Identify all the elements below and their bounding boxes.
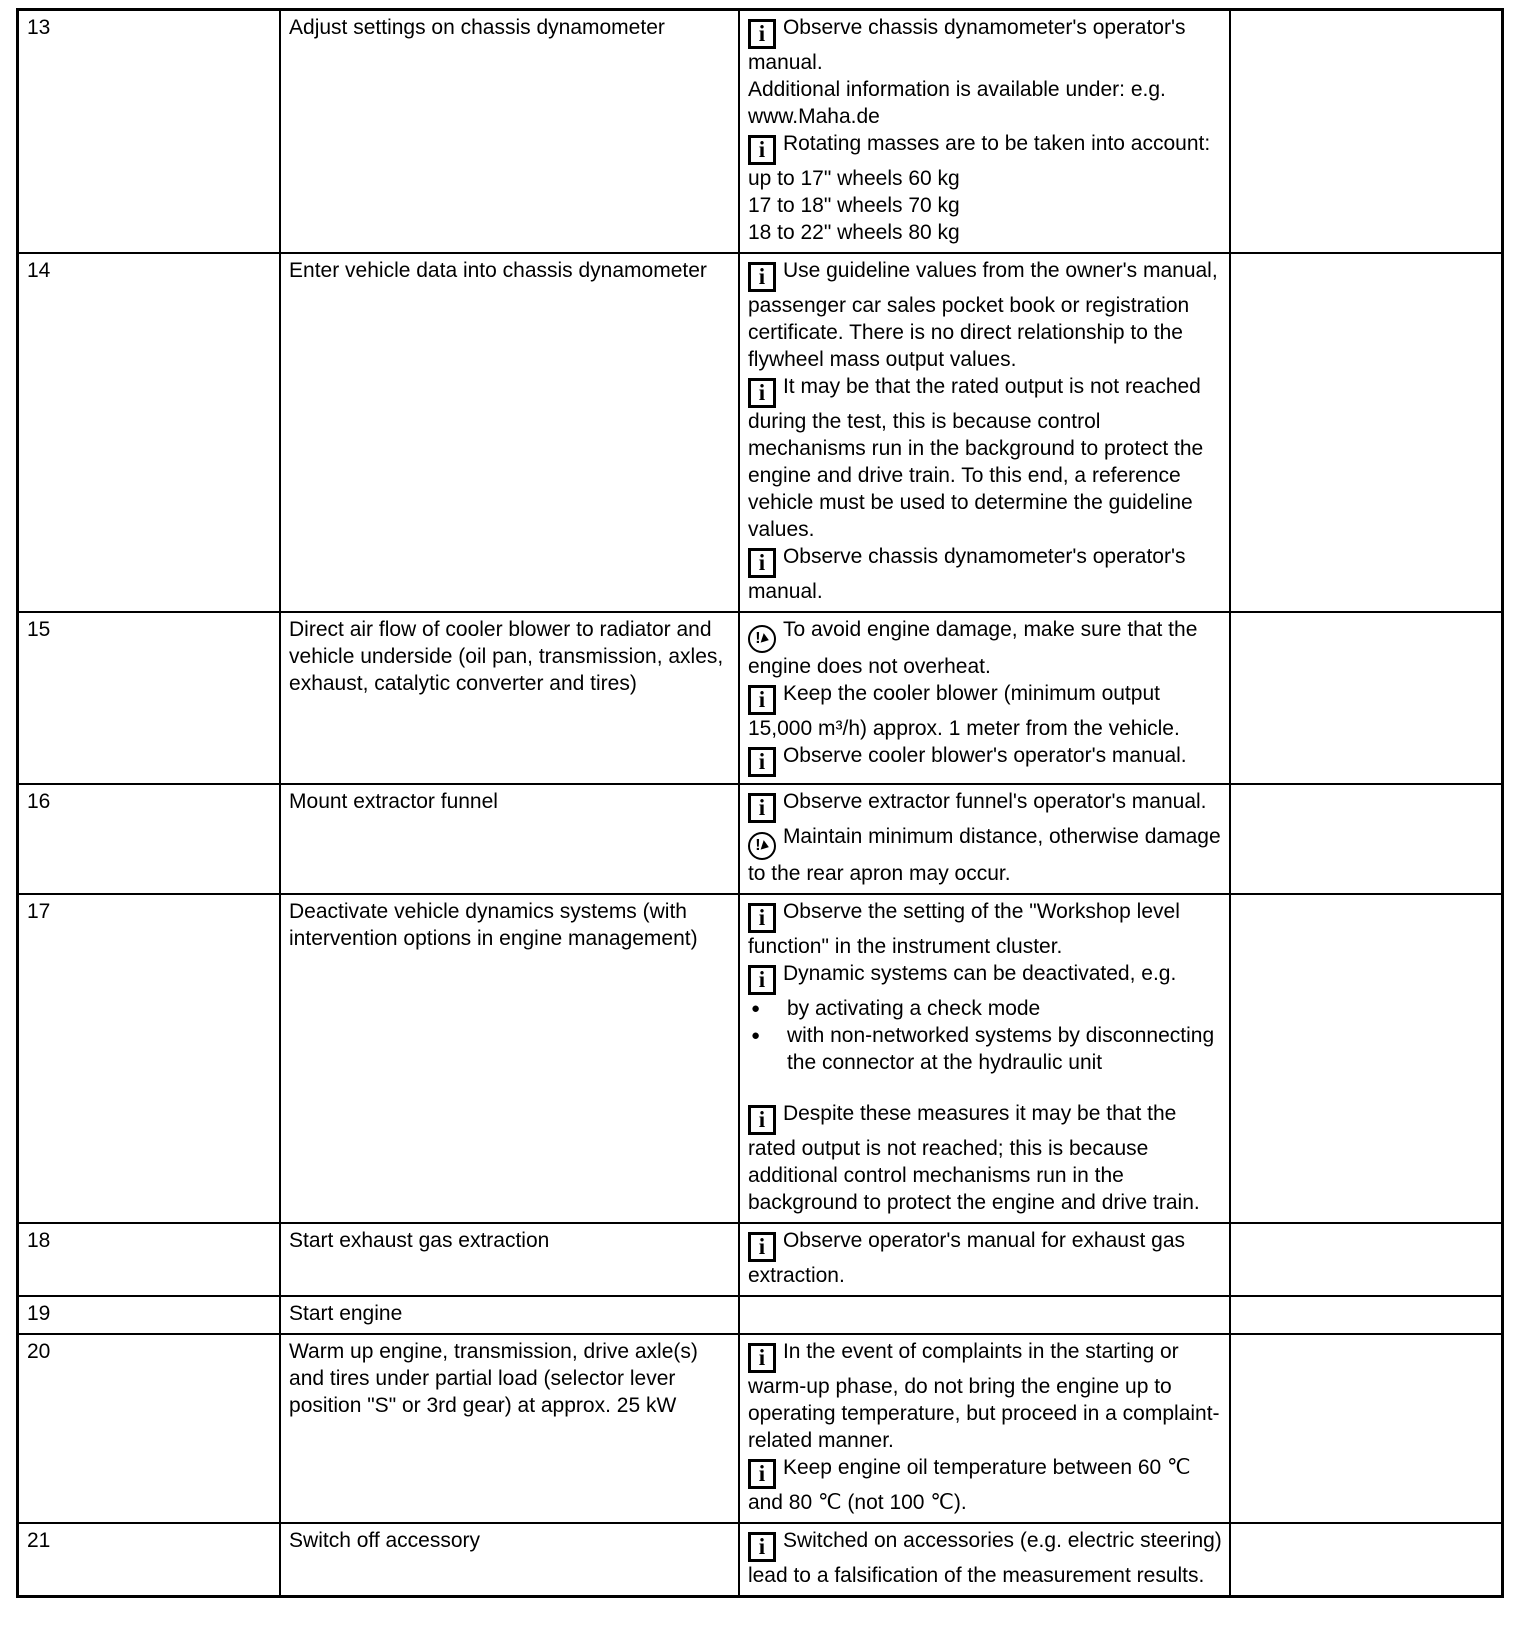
task-cell <box>280 10 739 254</box>
notes-cell <box>739 10 1230 254</box>
task-text: Switch off accessory <box>289 1529 481 1552</box>
task-text: Adjust settings on chassis dynamometer <box>289 16 665 39</box>
note-line: i Observe cooler blower's operator's manual. <box>748 742 1222 777</box>
info-icon: i <box>748 262 776 292</box>
empty-cell <box>1230 1523 1503 1597</box>
step-number: 18 <box>27 1229 51 1252</box>
note-line: i Keep the cooler blower (minimum output 15,000 m³/h) approx. 1 meter from the vehicle. <box>747 682 1180 740</box>
step-cell <box>18 1523 281 1597</box>
info-icon: i <box>748 793 776 823</box>
bullet-icon: ● <box>750 1000 760 1017</box>
note-line: 18 to 22" wheels 80 kg <box>747 221 960 244</box>
table-row <box>18 784 1503 894</box>
note-line: Additional information is available under: e.g. www.Maha.de <box>747 78 1166 128</box>
notes-cell <box>739 1223 1230 1296</box>
empty-cell <box>1230 10 1503 254</box>
notes-cell <box>739 253 1230 612</box>
note-line: ! Maintain minimum distance, otherwise damage to the rear apron may occur. <box>747 825 1221 885</box>
warning-icon: ! <box>748 625 776 653</box>
bullet-item <box>748 1022 1222 1076</box>
note-line: i Observe extractor funnel's operator's manual. <box>748 788 1222 823</box>
note-line: up to 17" wheels 60 kg <box>747 167 960 190</box>
note-line: ! To avoid engine damage, make sure that the engine does not overheat. <box>747 618 1198 678</box>
step-cell <box>18 1223 281 1296</box>
step-number: 14 <box>27 259 51 282</box>
step-number: 17 <box>27 900 51 923</box>
notes-cell <box>739 1523 1230 1597</box>
table-row <box>18 894 1503 1223</box>
bullet-text: with non-networked systems by disconnecting the connector at the hydraulic unit <box>786 1024 1215 1074</box>
note-line: i Rotating masses are to be taken into account: <box>748 130 1222 165</box>
note-line: i Observe chassis dynamometer's operator's manual. <box>747 545 1186 603</box>
info-icon: i <box>748 378 776 408</box>
task-cell <box>280 894 739 1223</box>
empty-cell <box>1230 253 1503 612</box>
table-row <box>18 10 1503 254</box>
step-cell <box>18 1334 281 1523</box>
notes-cell <box>739 784 1230 894</box>
step-cell <box>18 253 281 612</box>
task-text: Mount extractor funnel <box>289 790 498 813</box>
empty-cell <box>1230 894 1503 1223</box>
step-number: 16 <box>27 790 51 813</box>
note-line: i Observe the setting of the "Workshop level function" in the instrument cluster. <box>747 900 1180 958</box>
task-text: Start engine <box>289 1302 403 1325</box>
task-cell <box>280 1523 739 1597</box>
step-cell <box>18 784 281 894</box>
notes-cell <box>739 1334 1230 1523</box>
info-icon: i <box>748 1532 776 1562</box>
table-row <box>18 1334 1503 1523</box>
empty-cell <box>1230 784 1503 894</box>
note-line: i Use guideline values from the owner's manual, passenger car sales pocket book or registration certificate. There is no direct relationship to the flywheel mass output values. <box>747 259 1218 371</box>
table-row <box>18 1223 1503 1296</box>
empty-cell <box>1230 612 1503 784</box>
task-text: Deactivate vehicle dynamics systems (with intervention options in engine management) <box>289 900 698 950</box>
bullet-item <box>748 995 1222 1022</box>
info-icon: i <box>748 903 776 933</box>
bullet-text: by activating a check mode <box>786 997 1041 1020</box>
info-icon: i <box>748 1105 776 1135</box>
task-cell <box>280 784 739 894</box>
note-line: i Switched on accessories (e.g. electric steering) lead to a falsification of the measurement results. <box>747 1529 1222 1587</box>
step-cell <box>18 612 281 784</box>
warning-icon: ! <box>748 832 776 860</box>
note-line: i Observe chassis dynamometer's operator's manual. <box>747 16 1186 74</box>
task-cell <box>280 1296 739 1334</box>
task-cell <box>280 612 739 784</box>
table-row <box>18 612 1503 784</box>
step-cell <box>18 894 281 1223</box>
empty-cell <box>1230 1223 1503 1296</box>
info-icon: i <box>748 135 776 165</box>
note-line: i Despite these measures it may be that the rated output is not reached; this is because additional control mechanisms run in the background to protect the engine and drive train. <box>747 1102 1200 1214</box>
task-cell <box>280 1334 739 1523</box>
bullet-icon: ● <box>750 1027 760 1044</box>
step-cell <box>18 10 281 254</box>
notes-cell <box>739 1296 1230 1334</box>
step-number: 20 <box>27 1340 51 1363</box>
info-icon: i <box>748 1232 776 1262</box>
info-icon: i <box>748 1343 776 1373</box>
step-number: 21 <box>27 1529 51 1552</box>
notes-cell <box>739 612 1230 784</box>
info-icon: i <box>748 1459 776 1489</box>
task-text: Enter vehicle data into chassis dynamometer <box>289 259 707 282</box>
notes-cell <box>739 894 1230 1223</box>
note-line: i It may be that the rated output is not reached during the test, this is because control mechanisms run in the background to protect the engine and drive train. To this end, a reference vehicle must be used to determine the guideline values. <box>747 375 1204 541</box>
info-icon: i <box>748 548 776 578</box>
task-text: Warm up engine, transmission, drive axle(s) and tires under partial load (selector lever position "S" or 3rd gear) at approx. 25 kW <box>289 1340 698 1417</box>
info-icon: i <box>748 19 776 49</box>
note-line: i In the event of complaints in the starting or warm-up phase, do not bring the engine up to operating temperature, but proceed in a complaint-related manner. <box>747 1340 1220 1452</box>
table-row <box>18 1523 1503 1597</box>
step-number: 19 <box>27 1302 51 1325</box>
procedure-table <box>16 8 1504 1598</box>
task-text: Direct air flow of cooler blower to radiator and vehicle underside (oil pan, transmission, axles, exhaust, catalytic converter and tires) <box>289 618 724 695</box>
task-cell <box>280 253 739 612</box>
step-number: 15 <box>27 618 51 641</box>
table-row <box>18 253 1503 612</box>
empty-cell <box>1230 1296 1503 1334</box>
task-text: Start exhaust gas extraction <box>289 1229 550 1252</box>
step-number: 13 <box>27 16 51 39</box>
info-icon: i <box>748 685 776 715</box>
note-line: i Keep engine oil temperature between 60 ℃ and 80 ℃ (not 100 ℃). <box>747 1456 1191 1514</box>
empty-cell <box>1230 1334 1503 1523</box>
table-row <box>18 1296 1503 1334</box>
procedure-table-body <box>18 10 1503 1597</box>
info-icon: i <box>748 965 776 995</box>
note-line: 17 to 18" wheels 70 kg <box>747 194 960 217</box>
note-line: i Observe operator's manual for exhaust gas extraction. <box>747 1229 1185 1287</box>
task-cell <box>280 1223 739 1296</box>
step-cell <box>18 1296 281 1334</box>
info-icon: i <box>748 747 776 777</box>
note-line: i Dynamic systems can be deactivated, e.g. <box>748 960 1222 995</box>
